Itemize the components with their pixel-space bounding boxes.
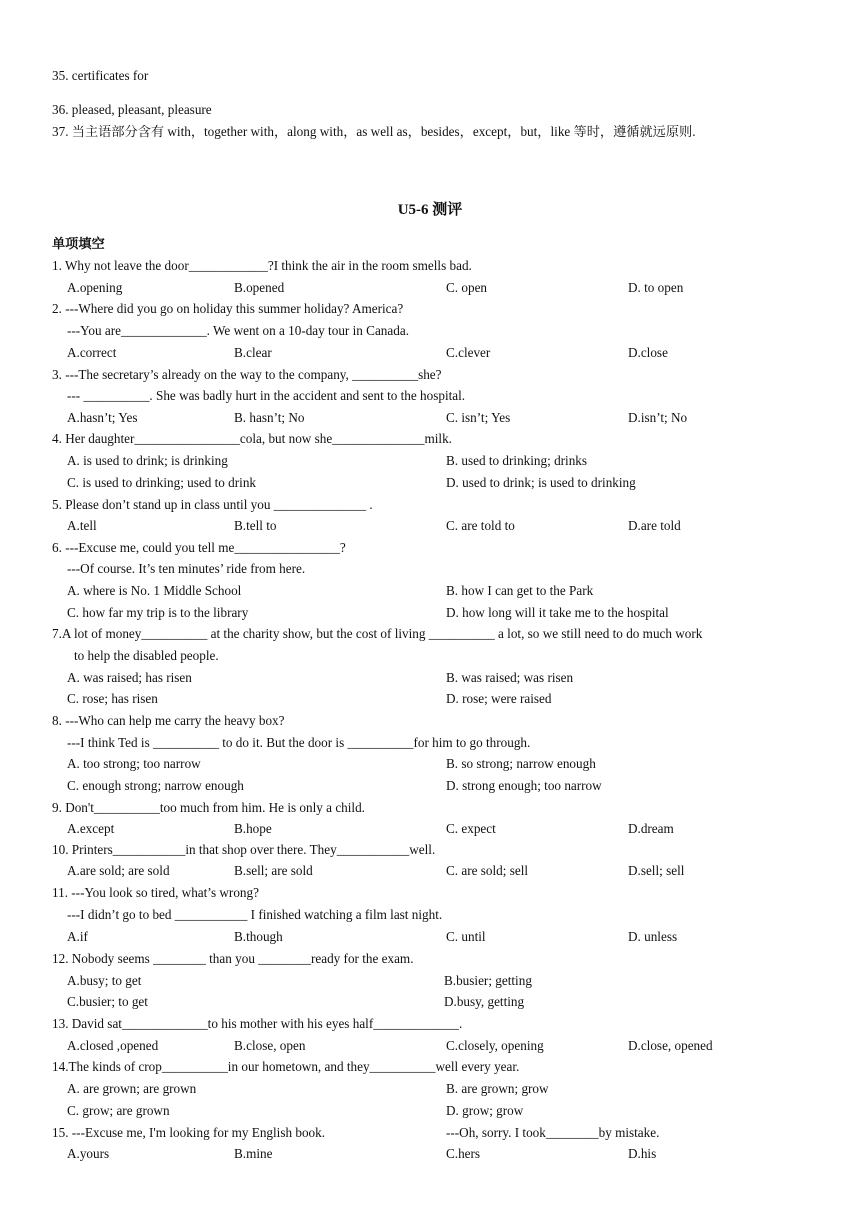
q7-option-c: C. rose; has risen [67,691,158,706]
question-10-stem: 10. Printers___________in that shop over there. They___________well. [52,842,436,857]
question-4-stem: 4. Her daughter________________cola, but now she______________milk. [52,431,452,446]
q14-option-b: B. are grown; grow [446,1081,549,1096]
q15-option-c: C.hers [446,1146,481,1161]
question-5-stem: 5. Please don’t stand up in class until you ______________ . [52,497,373,512]
q12-option-c: C.busier; to get [67,994,148,1009]
question-14-stem: 14.The kinds of crop__________in our hometown, and they__________well every year. [52,1059,520,1074]
note-36: 36. pleased, pleasant, pleasure [52,102,212,117]
question-6-stem-line-2: ---Of course. It’s ten minutes’ ride from here. [67,561,306,576]
page-title: U5-6 测评 [397,202,463,218]
q2-option-a: A.correct [67,345,117,360]
note-37: 37. 当主语部分含有 with，together with，along with，as well as，besides，except，but，like 等时，遵循就远原则. [52,124,696,139]
q6-option-c: C. how far my trip is to the library [67,605,249,620]
q10-option-d: D.sell; sell [628,863,685,878]
question-8-stem: 8. ---Who can help me carry the heavy box? [52,713,285,728]
q14-option-d: D. grow; grow [446,1103,524,1118]
q7-option-a: A. was raised; has risen [67,670,192,685]
question-9-stem: 9. Don't__________too much from him. He is only a child. [52,800,365,815]
q3-option-d: D.isn’t; No [628,410,688,425]
question-15-stem: 15. ---Excuse me, I'm looking for my English book. [52,1125,326,1140]
q14-option-c: C. grow; are grown [67,1103,170,1118]
q12-option-a: A.busy; to get [67,973,142,988]
q11-option-d: D. unless [628,929,678,944]
q3-option-c: C. isn’t; Yes [446,410,511,425]
q3-option-b: B. hasn’t; No [234,410,305,425]
question-8-stem-line-2: ---I think Ted is __________ to do it. But the door is __________for him to go through. [67,735,531,750]
question-3-stem-line-2: --- __________. She was badly hurt in the accident and sent to the hospital. [67,388,466,403]
section-heading: 单项填空 [52,236,105,251]
question-7-stem: 7.A lot of money__________ at the charity show, but the cost of living __________ a lot, so we still need to do much work [52,626,703,641]
q5-option-d: D.are told [628,518,681,533]
q3-option-a: A.hasn’t; Yes [67,410,138,425]
q11-option-a: A.if [67,929,88,944]
q6-option-b: B. how I can get to the Park [446,583,594,598]
q4-option-b: B. used to drinking; drinks [446,453,588,468]
q9-option-b: B.hope [234,821,272,836]
q2-option-d: D.close [628,345,668,360]
q1-option-c: C. open [446,280,488,295]
q15-option-b: B.mine [234,1146,273,1161]
q11-option-b: B.though [234,929,283,944]
q1-option-a: A.opening [67,280,123,295]
q1-option-d: D. to open [628,280,684,295]
q15-option-d: D.his [628,1146,657,1161]
q13-option-c: C.closely, opening [446,1038,544,1053]
q13-option-d: D.close, opened [628,1038,713,1053]
q7-option-b: B. was raised; was risen [446,670,574,685]
q12-option-d: D.busy, getting [444,994,525,1009]
q4-option-a: A. is used to drink; is drinking [67,453,228,468]
q12-option-b: B.busier; getting [444,973,532,988]
question-2-stem-line-2: ---You are_____________. We went on a 10-day tour in Canada. [67,323,409,338]
q5-option-c: C. are told to [446,518,515,533]
q13-option-a: A.closed ,opened [67,1038,159,1053]
q10-option-a: A.are sold; are sold [67,863,170,878]
q5-option-a: A.tell [67,518,97,533]
q10-option-c: C. are sold; sell [446,863,529,878]
q5-option-b: B.tell to [234,518,277,533]
question-11-stem: 11. ---You look so tired, what’s wrong? [52,885,259,900]
q9-option-c: C. expect [446,821,496,836]
q6-option-d: D. how long will it take me to the hospital [446,605,669,620]
q13-option-b: B.close, open [234,1038,306,1053]
q8-option-b: B. so strong; narrow enough [446,756,596,771]
question-7-stem-line-2: to help the disabled people. [74,648,219,663]
question-12-stem: 12. Nobody seems ________ than you ________ready for the exam. [52,951,414,966]
q4-option-c: C. is used to drinking; used to drink [67,475,257,490]
question-3-stem: 3. ---The secretary’s already on the way to the company, __________she? [52,367,442,382]
question-15-stem-reply: ---Oh, sorry. I took________by mistake. [446,1125,660,1140]
q4-option-d: D. used to drink; is used to drinking [446,475,636,490]
q2-option-c: C.clever [446,345,491,360]
question-2-stem: 2. ---Where did you go on holiday this summer holiday? America? [52,301,404,316]
q2-option-b: B.clear [234,345,272,360]
q6-option-a: A. where is No. 1 Middle School [67,583,242,598]
note-35: 35. certificates for [52,68,149,83]
q15-option-a: A.yours [67,1146,110,1161]
question-13-stem: 13. David sat_____________to his mother with his eyes half_____________. [52,1016,463,1031]
question-11-stem-line-2: ---I didn’t go to bed ___________ I finished watching a film last night. [67,907,443,922]
q10-option-b: B.sell; are sold [234,863,313,878]
q8-option-d: D. strong enough; too narrow [446,778,602,793]
q1-option-b: B.opened [234,280,285,295]
q8-option-c: C. enough strong; narrow enough [67,778,244,793]
q7-option-d: D. rose; were raised [446,691,552,706]
question-1-stem: 1. Why not leave the door____________?I think the air in the room smells bad. [52,258,472,273]
q14-option-a: A. are grown; are grown [67,1081,197,1096]
q9-option-d: D.dream [628,821,674,836]
q9-option-a: A.except [67,821,115,836]
question-6-stem: 6. ---Excuse me, could you tell me________________? [52,540,346,555]
q8-option-a: A. too strong; too narrow [67,756,201,771]
q11-option-c: C. until [446,929,486,944]
